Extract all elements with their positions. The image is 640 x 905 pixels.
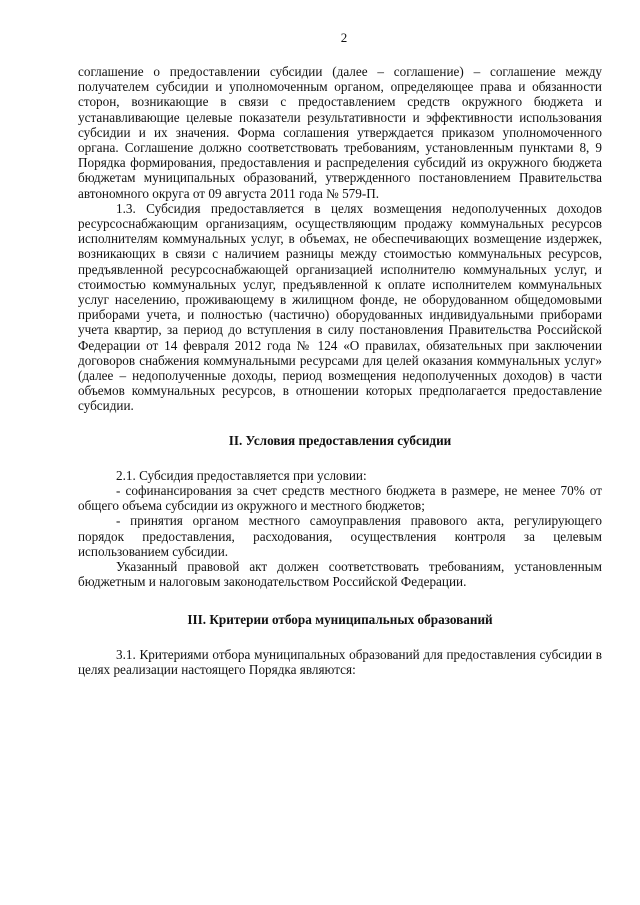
paragraph-agreement-definition: соглашение о предоставлении субсидии (далее – соглашение) – соглашение между получателем субсидии и уполномоченным органом, определяющее права и обязанности сторон, возникающие в связи с предоставлением средств окружного бюджета и устанавливающие целевые показатели результативности и эффективности использования субсидии и их значения. Форма соглашения утверждается приказом уполномоченного органа. Соглашение должно соответствовать требованиям, установленным пунктами 8, 9 Порядка формирования, предоставления и распределения субсидий из окружного бюджета бюджетам муниципальных образований, утвержденного постановлением Правительства автономного округа от 09 августа 2011 года № 579-П. (78, 64, 602, 201)
section-3-heading: III. Критерии отбора муниципальных образований (187, 611, 493, 627)
page-number: 2 (340, 30, 348, 45)
paragraph-2-1-legal-act-requirements: Указанный правовой акт должен соответствовать требованиям, установленным бюджетным и налоговым законодательством Российской Федерации. (78, 559, 602, 590)
section-2-heading: II. Условия предоставления субсидии (228, 432, 452, 448)
paragraph-2-1-cofinancing: - софинансирования за счет средств местного бюджета в размере, не менее 70% от общего объема субсидии из окружного и местного бюджетов; (78, 483, 602, 514)
paragraph-3-1: 3.1. Критериями отбора муниципальных образований для предоставления субсидии в целях реализации настоящего Порядка являются: (78, 646, 602, 677)
paragraph-2-1: 2.1. Субсидия предоставляется при условии: (116, 467, 367, 483)
paragraph-2-1-legal-act: - принятия органом местного самоуправления правового акта, регулирующего порядок предоставления, расходования, осуществления контроля за целевым использованием субсидии. (78, 513, 602, 559)
paragraph-1-3: 1.3. Субсидия предоставляется в целях возмещения недополученных доходов ресурсоснабжающим организациям, осуществляющим продажу коммунальных ресурсов исполнителям коммунальных услуг, в объемах, не обеспечивающих возмещение издержек, возникающих в связи с наличием разницы между стоимостью коммунальных ресурсов, предъявленной ресурсоснабжающей организацией исполнителю коммунальных услуг, и стоимостью коммунальных услуг, предъявленной к оплате исполнителем коммунальных услуг населению, проживающему в жилищном фонде, не оборудованном общедомовыми приборами учета, и полностью (частично) оборудованных индивидуальными приборами учета квартир, за период до вступления в силу постановления Правительства Российской Федерации от 14 февраля 2012 года № 124 «О правилах, обязательных при заключении договоров снабжения коммунальными ресурсами для целей оказания коммунальных услуг» (далее – недополученные доходы, период возмещения недополученных доходов) в части объемов коммунальных ресурсов, в отношении которых предполагается предоставление субсидии. (78, 200, 602, 414)
